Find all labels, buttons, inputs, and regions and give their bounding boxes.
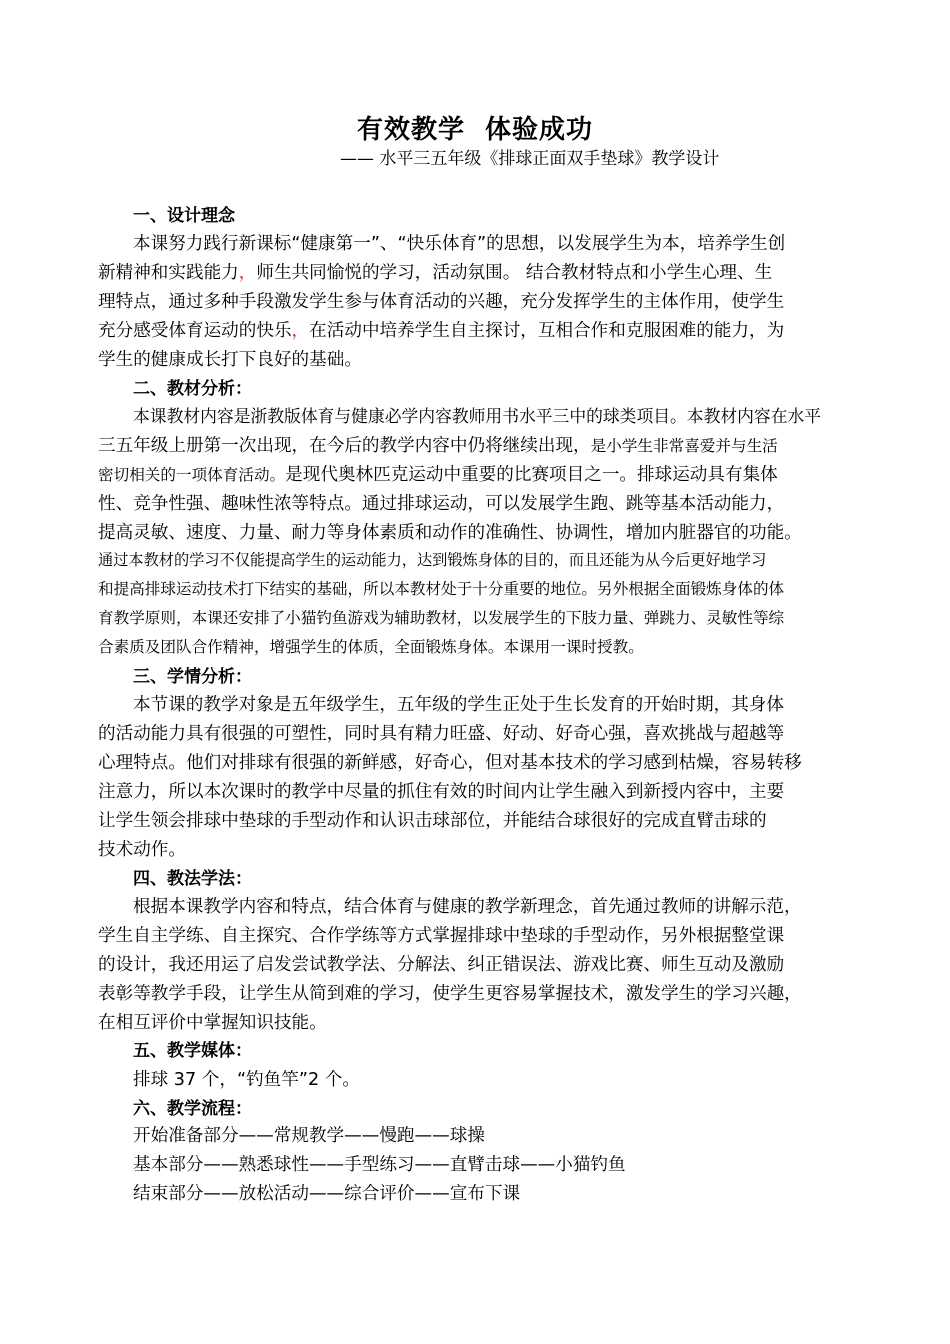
paragraph-line: 注意力，所以本次课时的教学中尽量的抓住有效的时间内让学生融入到新授内容中，主要 <box>98 782 785 802</box>
paragraph-line: 让学生领会排球中垫球的手型动作和认识击球部位，并能结合球很好的完成直臂击球的 <box>98 811 767 831</box>
paragraph-line: 充分感受体育运动的快乐，在活动中培养学生自主探讨，互相合作和克服困难的能力，为 <box>98 321 785 341</box>
red-comma: ， <box>238 263 257 283</box>
paragraph-line: 理特点，通过多种手段激发学生参与体育活动的兴趣，充分发挥学生的主体作用，使学生 <box>98 292 785 312</box>
paragraph-line: 表彰等教学手段，让学生从简到难的学习，使学生更容易掌握技术，激发学生的学习兴趣， <box>98 984 802 1004</box>
paragraph-line: 的设计，我还用运了启发尝试教学法、分解法、纠正错误法、游戏比赛、师生互动及激励 <box>98 955 785 975</box>
document-title: 有效教学 体验成功 <box>356 115 594 145</box>
paragraph-line: 本课教材内容是浙教版体育与健康必学内容教师用书水平三中的球类项目。本教材内容在水平 <box>133 406 822 426</box>
process-line-end: 结束部分——放松活动——综合评价——宣布下课 <box>133 1184 521 1204</box>
section-heading-material-analysis: 二、教材分析： <box>133 379 252 399</box>
paragraph-line: 提高灵敏、速度、力量、耐力等身体素质和动作的准确性、协调性，增加内脏器官的功能。 <box>98 523 802 543</box>
paragraph-line: 和提高排球运动技术打下结实的基础，所以本教材处于十分重要的地位。另外根据全面锻炼身体的体 <box>98 580 785 598</box>
paragraph-line: 本节课的教学对象是五年级学生，五年级的学生正处于生长发育的开始时期，其身体 <box>133 695 784 715</box>
paragraph-line: 根据本课教学内容和特点，结合体育与健康的教学新理念，首先通过教师的讲解示范， <box>133 897 802 917</box>
section-heading-teaching-process: 六、教学流程： <box>133 1099 252 1119</box>
red-comma: ， <box>291 321 310 341</box>
paragraph-line: 排球 37 个，“钓鱼竿”2 个。 <box>133 1070 360 1090</box>
section-heading-teaching-methods: 四、教法学法： <box>133 869 252 889</box>
process-line-start: 开始准备部分——常规教学——慢跑——球操 <box>133 1126 485 1146</box>
section-heading-learner-analysis: 三、学情分析： <box>133 667 252 687</box>
document-subtitle: —— 水平三五年级《排球正面双手垫球》教学设计 <box>340 149 720 169</box>
paragraph-line: 的活动能力具有很强的可塑性，同时具有精力旺盛、好动、好奇心强，喜欢挑战与超越等 <box>98 724 785 744</box>
process-line-basic: 基本部分——熟悉球性——手型练习——直臂击球——小猫钓鱼 <box>133 1155 626 1175</box>
paragraph-line: 心理特点。他们对排球有很强的新鲜感，好奇心，但对基本技术的学习感到枯燥，容易转移 <box>98 753 802 773</box>
paragraph-line: 密切相关的一项体育活动。是现代奥林匹克运动中重要的比赛项目之一。排球运动具有集体 <box>98 465 778 485</box>
paragraph-line: 学生自主学练、自主探究、合作学练等方式掌握排球中垫球的手型动作，另外根据整堂课 <box>98 926 785 946</box>
paragraph-line: 新精神和实践能力，师生共同愉悦的学习，活动氛围。 结合教材特点和小学生心理、生 <box>98 263 773 283</box>
paragraph-line: 合素质及团队合作精神，增强学生的体质，全面锻炼身体。本课用一课时授教。 <box>98 638 644 656</box>
section-heading-teaching-media: 五、教学媒体： <box>133 1041 252 1061</box>
section-heading-design-concept: 一、设计理念 <box>133 206 235 226</box>
paragraph-line: 本课努力践行新课标“健康第一”、“快乐体育”的思想，以发展学生为本，培养学生创 <box>133 234 786 254</box>
paragraph-line: 三五年级上册第一次出现，在今后的教学内容中仍将继续出现，是小学生非常喜爱并与生活 <box>98 436 778 456</box>
paragraph-line: 通过本教材的学习不仅能提高学生的运动能力，达到锻炼身体的目的，而且还能为从今后更好地学习 <box>98 551 767 569</box>
paragraph-line: 技术动作。 <box>98 840 186 860</box>
paragraph-line: 在相互评价中掌握知识技能。 <box>98 1013 327 1033</box>
paragraph-line: 性、竞争性强、趣味性浓等特点。通过排球运动，可以发展学生跑、跳等基本活动能力， <box>98 494 785 514</box>
paragraph-line: 育教学原则，本课还安排了小猫钓鱼游戏为辅助教材，以发展学生的下肢力量、弹跳力、灵敏性等综 <box>98 609 785 627</box>
paragraph-line: 学生的健康成长打下良好的基础。 <box>98 350 362 370</box>
